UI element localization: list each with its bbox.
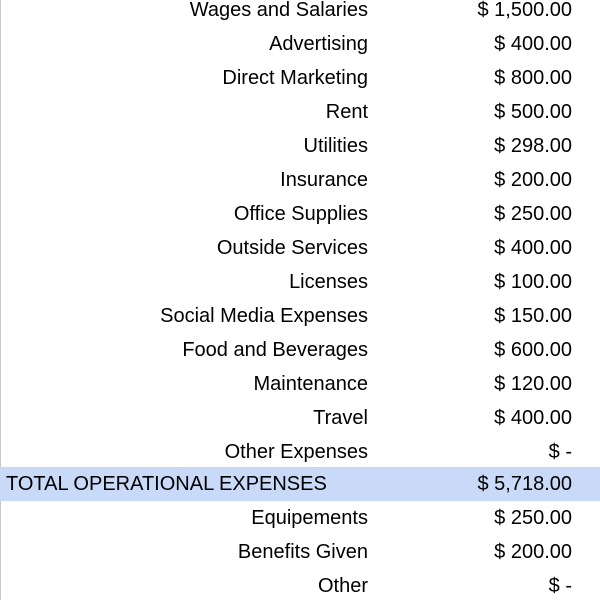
row-amount[interactable]: $ 400.00: [494, 33, 572, 55]
row-amount[interactable]: $ 150.00: [494, 305, 572, 327]
table-row[interactable]: [0, 27, 600, 61]
row-label[interactable]: Wages and Salaries: [189, 0, 368, 21]
table-row[interactable]: [0, 0, 600, 27]
table-row[interactable]: [0, 299, 600, 333]
table-row[interactable]: [0, 333, 600, 367]
table-row[interactable]: [0, 435, 600, 469]
table-row[interactable]: [0, 231, 600, 265]
table-row[interactable]: [0, 501, 600, 535]
row-label[interactable]: Other: [317, 575, 368, 597]
row-amount[interactable]: $ -: [548, 575, 572, 597]
row-label[interactable]: Equipements: [251, 507, 368, 529]
row-amount[interactable]: $ 250.00: [494, 203, 572, 225]
row-amount[interactable]: $ 600.00: [494, 339, 572, 361]
row-amount[interactable]: $ 120.00: [494, 373, 572, 395]
row-amount[interactable]: $ 400.00: [494, 237, 572, 259]
row-amount[interactable]: $ 1,500.00: [477, 0, 572, 21]
total-label[interactable]: TOTAL OPERATIONAL EXPENSES: [6, 473, 327, 495]
table-row[interactable]: [0, 535, 600, 569]
table-row[interactable]: [0, 129, 600, 163]
row-label[interactable]: Outside Services: [216, 237, 368, 259]
table-row[interactable]: [0, 367, 600, 401]
row-amount[interactable]: $ 250.00: [494, 507, 572, 529]
row-amount[interactable]: $ 298.00: [494, 135, 572, 157]
row-label[interactable]: Food and Beverages: [182, 339, 368, 361]
row-label[interactable]: Licenses: [289, 271, 368, 293]
row-label[interactable]: Rent: [325, 101, 368, 123]
row-label[interactable]: Benefits Given: [237, 541, 368, 563]
total-row[interactable]: [0, 467, 600, 501]
table-row[interactable]: [0, 197, 600, 231]
row-label[interactable]: Advertising: [269, 33, 368, 55]
row-amount[interactable]: $ 100.00: [494, 271, 572, 293]
row-amount[interactable]: $ 500.00: [494, 101, 572, 123]
total-amount[interactable]: $ 5,718.00: [477, 473, 572, 495]
row-label[interactable]: Other Expenses: [224, 441, 368, 463]
table-row[interactable]: [0, 401, 600, 435]
table-row[interactable]: [0, 95, 600, 129]
table-row[interactable]: [0, 61, 600, 95]
row-amount[interactable]: $ 400.00: [494, 407, 572, 429]
row-amount[interactable]: $ 800.00: [494, 67, 572, 89]
row-amount[interactable]: $ 200.00: [494, 169, 572, 191]
table-row[interactable]: [0, 163, 600, 197]
row-amount[interactable]: $ 200.00: [494, 541, 572, 563]
row-label[interactable]: Social Media Expenses: [160, 305, 368, 327]
row-label[interactable]: Insurance: [280, 169, 368, 191]
row-label[interactable]: Office Supplies: [233, 203, 368, 225]
row-label[interactable]: Travel: [313, 407, 368, 429]
row-label[interactable]: Direct Marketing: [222, 67, 368, 89]
table-row[interactable]: [0, 265, 600, 299]
table-row[interactable]: [0, 569, 600, 600]
row-label[interactable]: Utilities: [303, 135, 368, 157]
row-amount[interactable]: $ -: [548, 441, 572, 463]
row-label[interactable]: Maintenance: [253, 373, 368, 395]
